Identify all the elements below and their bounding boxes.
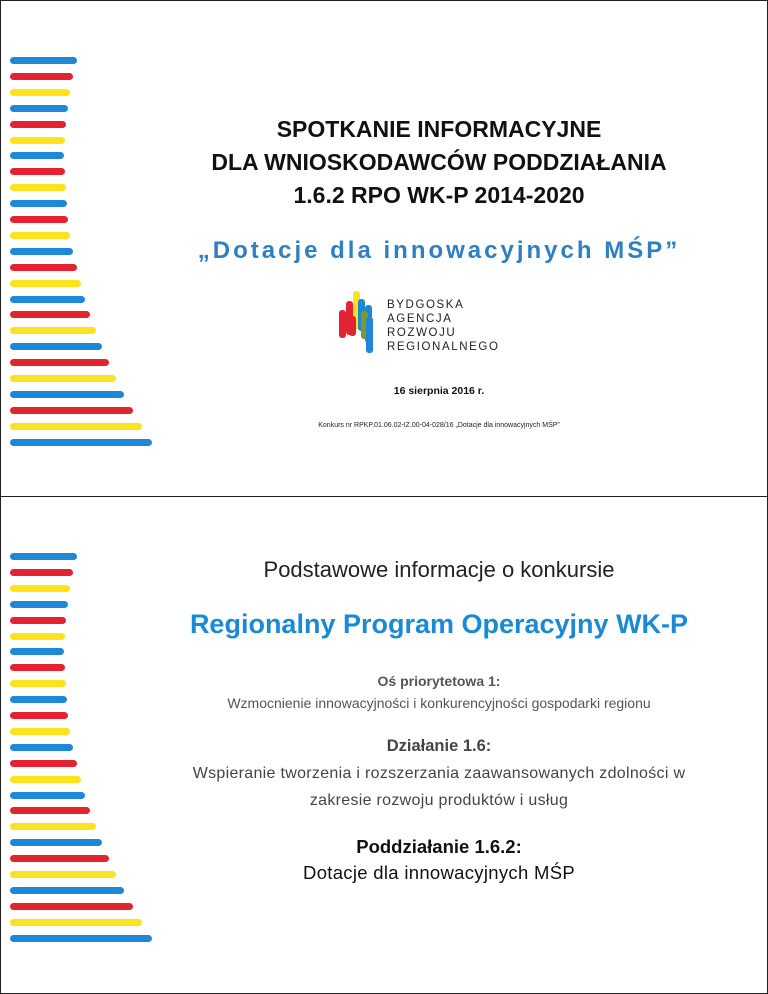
stripe-bar: [10, 407, 133, 414]
logo-line: ROZWOJU: [387, 327, 457, 339]
meeting-date: 16 sierpnia 2016 r.: [393, 385, 485, 397]
slide-1-title: [121, 113, 757, 212]
stripe-bar: [10, 375, 116, 382]
stripe-bar: [10, 807, 90, 814]
agency-logo-mark: [337, 289, 385, 359]
stripe-bar: [10, 553, 77, 560]
contest-number: Konkurs nr RPKP.01.06.02-IZ.00-04-028/16 „Dotacje dla innowacyjnych MŚP”: [318, 422, 560, 429]
title-line: DLA WNIOSKODAWCÓW PODDZIAŁANIA: [211, 149, 667, 175]
agency-logo-text: [387, 298, 500, 354]
stripe-bar: [10, 633, 65, 640]
program-title: Regionalny Program Operacyjny WK-P: [189, 609, 689, 639]
stripe-bar: [10, 296, 85, 303]
stripe-bar: [10, 121, 66, 128]
stripe-bar: [10, 617, 66, 624]
stripe-bar: [10, 760, 77, 767]
priority-axis-label: Oś priorytetowa 1:: [377, 673, 501, 689]
stripe-bar: [10, 343, 102, 350]
stripe-bar: [10, 89, 70, 96]
logo-line: AGENCJA: [387, 313, 453, 325]
stripe-bar: [10, 887, 124, 894]
stripe-bar: [10, 855, 109, 862]
subaction-label: Poddziałanie 1.6.2:: [356, 836, 522, 857]
stripe-bar: [10, 105, 68, 112]
slide-2: [0, 496, 768, 994]
subaction-text: Dotacje dla innowacyjnych MŚP: [303, 862, 575, 883]
action-label: Działanie 1.6:: [386, 737, 492, 755]
stripe-bar: [10, 391, 124, 398]
stripe-bar: [10, 648, 64, 655]
slide-1-subtitle: „Dotacje dla innowacyjnych MŚP”: [197, 237, 681, 264]
action-text-line: Wspieranie tworzenia i rozszerzania zaawansowanych zdolności w: [192, 765, 686, 782]
stripe-bar: [10, 601, 68, 608]
stripe-bar: [10, 696, 67, 703]
stripe-bar: [10, 232, 70, 239]
stripe-bar: [10, 359, 109, 366]
stripe-bar: [10, 57, 77, 64]
stripe-bar: [10, 935, 152, 942]
stripe-bar: [10, 680, 66, 687]
stripe-bar: [10, 216, 68, 223]
title-line: SPOTKANIE INFORMACYJNE: [276, 116, 602, 142]
stripe-bar: [10, 664, 65, 671]
stripe-bar: [10, 280, 81, 287]
slide-2-heading: Podstawowe informacje o konkursie: [263, 557, 615, 582]
title-line: 1.6.2 RPO WK-P 2014-2020: [293, 182, 585, 208]
stripe-bar: [10, 264, 77, 271]
logo-line: REGIONALNEGO: [387, 341, 500, 353]
stripe-bar: [10, 184, 66, 191]
stripe-bar: [10, 712, 68, 719]
stripe-bar: [10, 569, 73, 576]
stripe-bar: [10, 871, 116, 878]
agency-logo: [337, 289, 517, 359]
stripe-bar: [10, 744, 73, 751]
logo-line: BYDGOSKA: [387, 299, 465, 311]
stripe-bar: [10, 152, 64, 159]
stripe-bar: [10, 585, 70, 592]
stripe-bar: [10, 903, 133, 910]
stripe-bar: [10, 919, 142, 926]
stripe-bar: [10, 728, 70, 735]
stripe-bar: [10, 439, 152, 446]
stripe-bar: [10, 776, 81, 783]
stripe-bar: [10, 248, 73, 255]
action-text: [121, 760, 757, 814]
stripe-bar: [10, 311, 90, 318]
stripe-bar: [10, 839, 102, 846]
stripe-bar: [10, 168, 65, 175]
stripe-bar: [10, 137, 65, 144]
stripe-bar: [10, 792, 85, 799]
stripe-bar: [10, 200, 67, 207]
priority-axis-text: Wzmocnienie innowacyjności i konkurencyjności gospodarki regionu: [227, 695, 651, 711]
stripe-bar: [10, 73, 73, 80]
stripe-bar: [10, 823, 96, 830]
stripe-bar: [10, 327, 96, 334]
action-text-line: zakresie rozwoju produktów i usług: [309, 792, 569, 809]
